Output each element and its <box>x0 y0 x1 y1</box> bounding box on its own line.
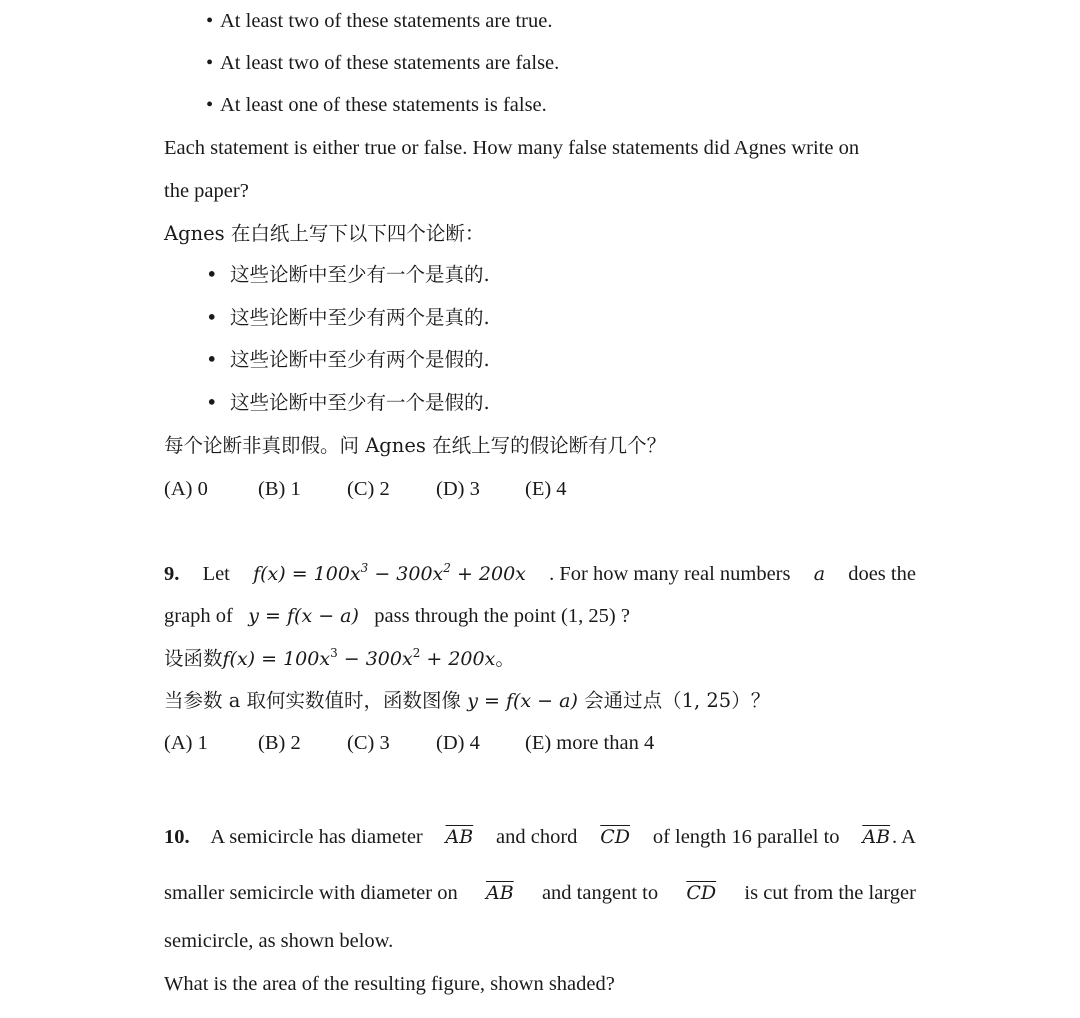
q8-bullet-zh: • 这些论断中至少有两个是真的. <box>206 304 490 332</box>
q8-option: (A) 0 <box>164 478 208 500</box>
segment-ab: $\overline{AB}$ <box>862 826 891 848</box>
segment-cd: $\overline{CD}$ <box>600 826 631 848</box>
q9-function: $f(x) = 100x^3 - 300x^2 + 200x$ <box>253 561 526 585</box>
bullet-icon: • <box>206 263 218 286</box>
segment-ab: $\overline{AB}$ <box>445 826 474 848</box>
q10-line2: smaller semicircle with diameter on $\overline{AB}$ and tangent to $\overline{CD}$ is cut from the larger <box>164 879 916 907</box>
q8-bullet-zh: • 这些论断中至少有一个是真的. <box>206 261 490 289</box>
q8-question-en-line1: Each statement is either true or false. How many false statements did Agnes write on <box>164 137 860 159</box>
bullet-icon: • <box>206 391 218 414</box>
q8-bullet-en: • At least two of these statements are true. <box>206 7 552 35</box>
bullet-icon: • <box>206 306 218 329</box>
bullet-icon: • <box>206 10 214 32</box>
q8-bullet-zh: • 这些论断中至少有一个是假的. <box>206 389 490 417</box>
q8-option: (C) 2 <box>347 478 390 500</box>
q9-line-zh1: 设函数$f(x) = 100x^3 - 300x^2 + 200x$。 <box>164 646 515 670</box>
q9-line2: graph of y = f(x − a) pass through the point (1, 25) ? <box>164 605 630 627</box>
q10-number: 10. <box>164 826 190 848</box>
bullet-icon: • <box>206 348 218 371</box>
q8-bullet-en: • At least one of these statements is false. <box>206 91 547 119</box>
q9-option: (E) more than 4 <box>525 732 655 754</box>
q8-bullet-zh: • 这些论断中至少有两个是假的. <box>206 346 490 374</box>
q8-question-zh: 每个论断非真即假。问 Agnes 在纸上写的假论断有几个？ <box>164 434 667 457</box>
segment-cd: $\overline{CD}$ <box>686 882 717 904</box>
q9-line-zh2: 当参数 a 取何实数值时，函数图像 y = f(x − a) 会通过点（1, 25）？ <box>164 689 771 712</box>
q8-options <box>164 475 567 503</box>
q9-line1: 9. Let $f(x) = 100x^3 - 300x^2 + 200x$ . For how many real numbers a does the <box>164 560 916 588</box>
q9-option: (D) 4 <box>436 732 480 754</box>
bullet-icon: • <box>206 52 214 74</box>
q9-option: (C) 3 <box>347 732 390 754</box>
segment-ab: $\overline{AB}$ <box>486 882 514 904</box>
q8-bullet-en: • At least two of these statements are false. <box>206 49 559 77</box>
q8-intro-zh: Agnes 在白纸上写下以下四个论断： <box>164 222 485 245</box>
q8-option: (E) 4 <box>525 478 567 500</box>
q9-option: (B) 2 <box>258 732 301 754</box>
q9-option: (A) 1 <box>164 732 208 754</box>
q8-option: (D) 3 <box>436 478 480 500</box>
q8-option: (B) 1 <box>258 478 301 500</box>
q9-options <box>164 729 654 757</box>
q10-line1: 10. A semicircle has diameter $\overline{AB}$ and chord $\overline{CD}$ of length 16 parallel to $\overline{AB}$. A <box>164 823 916 851</box>
q8-question-en-line2: the paper? <box>164 180 249 202</box>
q9-number: 9. <box>164 563 180 585</box>
bullet-icon: • <box>206 94 214 116</box>
q10-line4: What is the area of the resulting figure, shown shaded? <box>164 973 615 995</box>
q10-line3: semicircle, as shown below. <box>164 930 394 952</box>
